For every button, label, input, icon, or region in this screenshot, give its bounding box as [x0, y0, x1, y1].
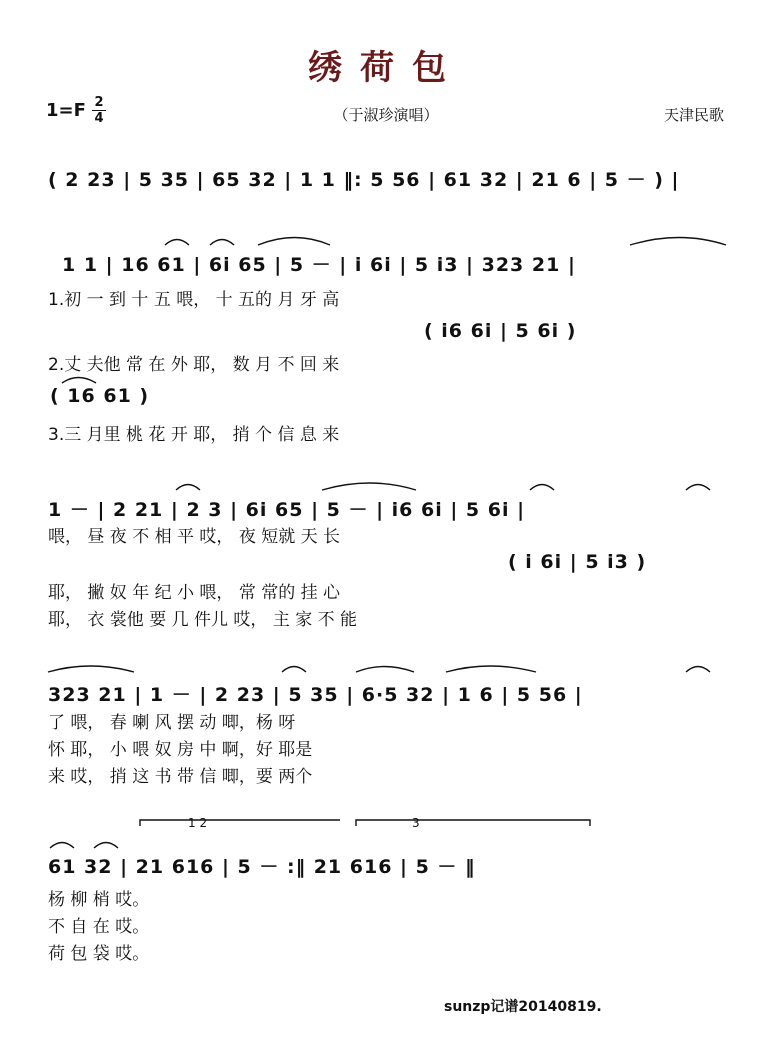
performer-credit: （于淑珍演唱）: [333, 106, 439, 124]
song-title: 绣荷包: [308, 48, 464, 88]
row3-inline-notation: ( i 6i | 5 i3 ): [508, 551, 647, 573]
intro-notation: ( 2 23 | 5 35 | 65 32 | 1 1 ‖: 5 56 | 61 32 | 21 6 | 5 － ) |: [48, 169, 680, 191]
row2-lyric-verse2: 2.丈 夫他 常 在 外 耶， 数 月 不 回 来: [48, 355, 340, 375]
time-signature-bottom: 4: [94, 111, 104, 126]
row4-notation: 323 21 | 1 － | 2 23 | 5 35 | 6·5 32 | 1 6 | 5 56 |: [48, 684, 583, 706]
row4-lyric-verse1: 了 喂， 春 喇 风 摆 动 唧，杨 呀: [48, 713, 296, 733]
row3-notation: 1 － | 2 21 | 2 3 | 6i 65 | 5 － | i6 6i | 5 6i |: [48, 499, 526, 521]
song-origin: 天津民歌: [664, 106, 725, 124]
row4-lyric-verse3: 来 哎， 捎 这 书 带 信 唧，要 两个: [48, 767, 313, 787]
row5-notation: 61 32 | 21 616 | 5 － :‖ 21 616 | 5 － ‖: [48, 856, 476, 878]
row5-lyric-verse2: 不 自 在 哎。: [48, 917, 150, 937]
row2-inline-notation: ( i6 6i | 5 6i ): [424, 320, 577, 342]
row3-lyric-verse2: 耶， 撇 奴 年 纪 小 喂， 常 常的 挂 心: [48, 583, 341, 603]
row2-pre-notation: ( 16 61 ): [50, 385, 150, 407]
row2-lyric-verse3: 3.三 月里 桃 花 开 耶， 捎 个 信 息 来: [48, 425, 340, 445]
row2-notation: 1 1 | 16 61 | 6i 65 | 5 － | i 6i | 5 i3 | 323 21 |: [62, 254, 576, 276]
row5-lyric-verse3: 荷 包 袋 哎。: [48, 944, 150, 964]
volta-1-2-label: 1 2: [188, 816, 208, 830]
time-signature-top: 2: [94, 95, 104, 110]
row3-lyric-verse1: 喂， 昼 夜 不 相 平 哎， 夜 短就 天 长: [48, 527, 341, 547]
key-signature: 1=F: [46, 100, 86, 121]
row2-lyric-verse1: 1.初 一 到 十 五 喂， 十 五的 月 牙 高: [48, 290, 340, 310]
row5-lyric-verse1: 杨 柳 梢 哎。: [48, 890, 150, 910]
volta-3-label: 3: [412, 816, 420, 830]
row4-lyric-verse2: 怀 耶， 小 喂 奴 房 中 啊，好 耶是: [48, 740, 313, 760]
transcriber-credit: sunzp记谱20140819.: [444, 999, 602, 1015]
row3-lyric-verse3: 耶， 衣 裳他 要 几 件儿 哎， 主 家 不 能: [48, 610, 358, 630]
